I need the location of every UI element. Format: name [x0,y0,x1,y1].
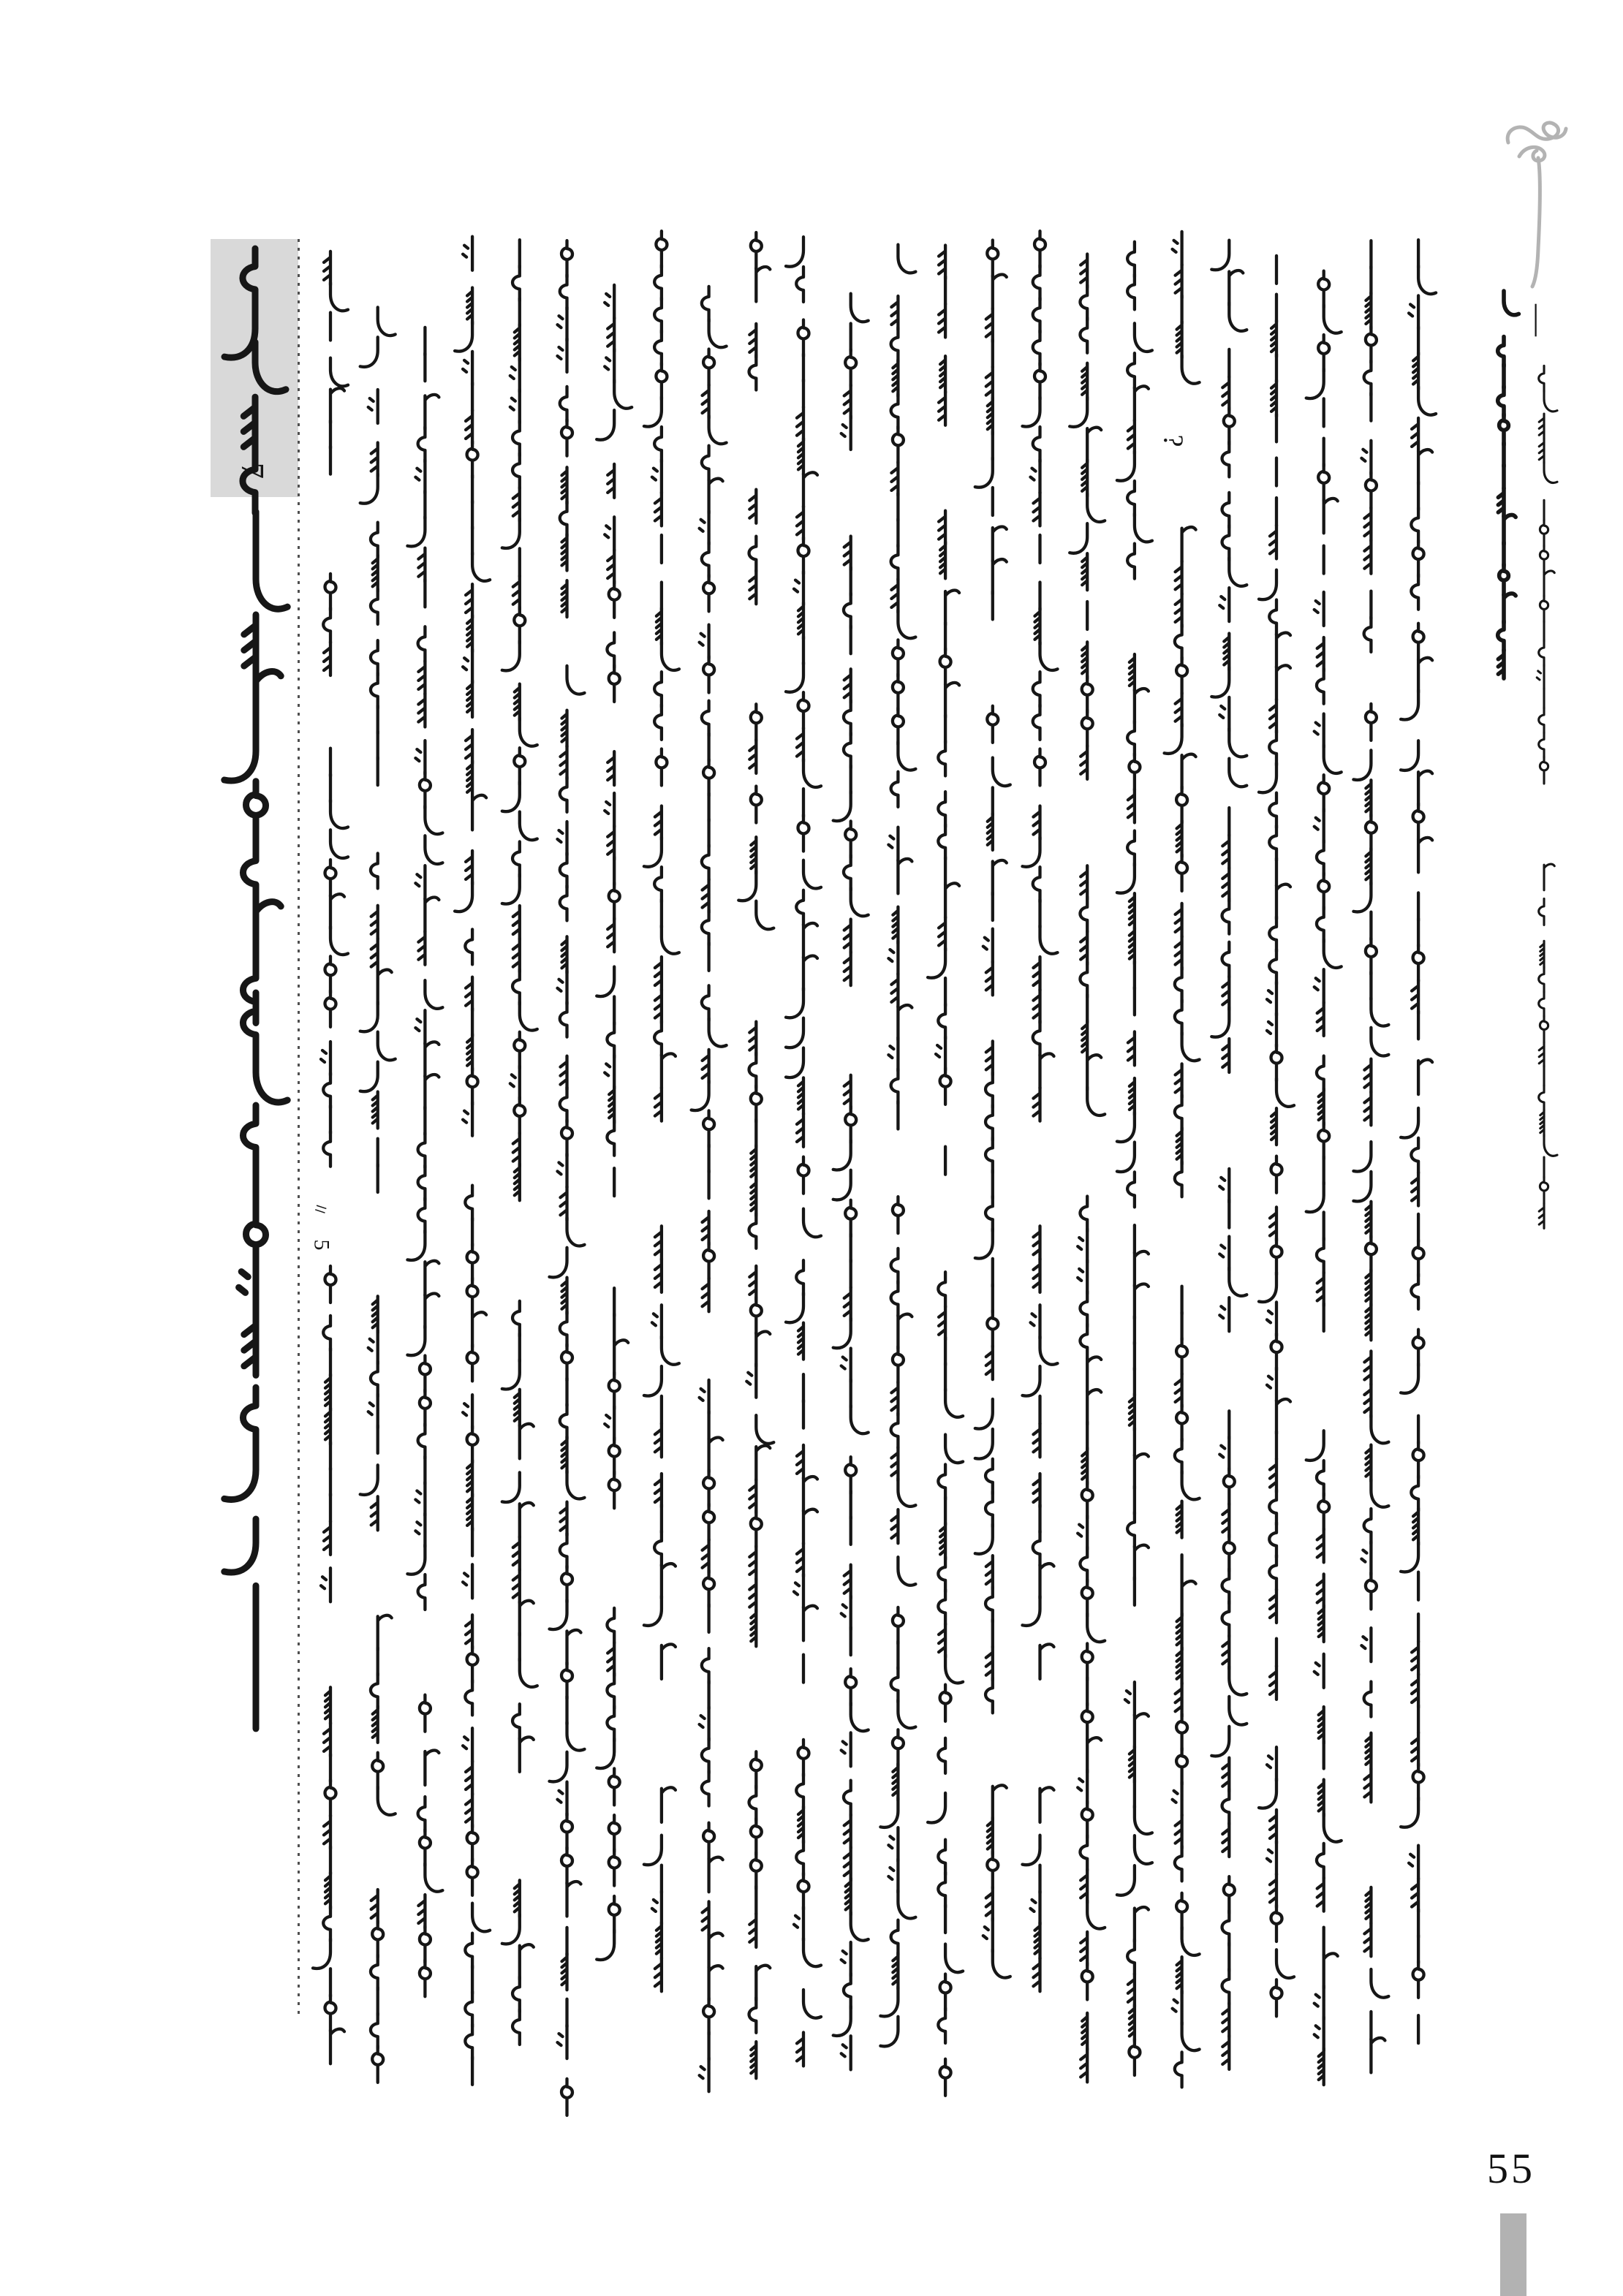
body-column-3 [455,237,490,2085]
body-column-5 [550,240,585,2115]
heading-column [224,512,287,1729]
body-column-12 [880,245,915,2047]
body-column-10 [786,237,821,2066]
footnote-number: 5 [309,1239,334,1251]
running-header-bold-column [1498,291,1519,678]
footnote-quote-mark: = [311,1196,330,1223]
body-column-9 [738,232,773,2078]
body-column-8 [692,287,727,2091]
page-number: 55 [1487,2145,1535,2192]
body-column-7 [644,231,679,1991]
body-column-11 [833,294,869,2070]
body-column-22 [1353,240,1388,2072]
running-header-light-column [1537,365,1557,1228]
body-column-23 [1401,240,1436,2043]
body-column-4 [502,240,537,2045]
question-mark: ? [1157,434,1189,447]
body-column-20 [1259,256,1294,2016]
body-column-16 [1070,254,1105,2083]
running-header-dash: — [1521,304,1556,336]
body-column-17 [1117,242,1152,2075]
body-column-14 [975,240,1010,1978]
body-column-19 [1211,240,1246,2069]
body-column-0 [309,251,348,2064]
body-column-13 [928,246,963,2096]
body-column-1 [360,307,396,2082]
section-number: 7 [235,463,270,479]
body-column-6 [597,285,632,1960]
body-column-15 [1023,231,1058,1991]
body-column-2 [407,327,442,1996]
body-column-21 [1306,271,1342,2085]
body-column-18 [1165,232,1200,2088]
